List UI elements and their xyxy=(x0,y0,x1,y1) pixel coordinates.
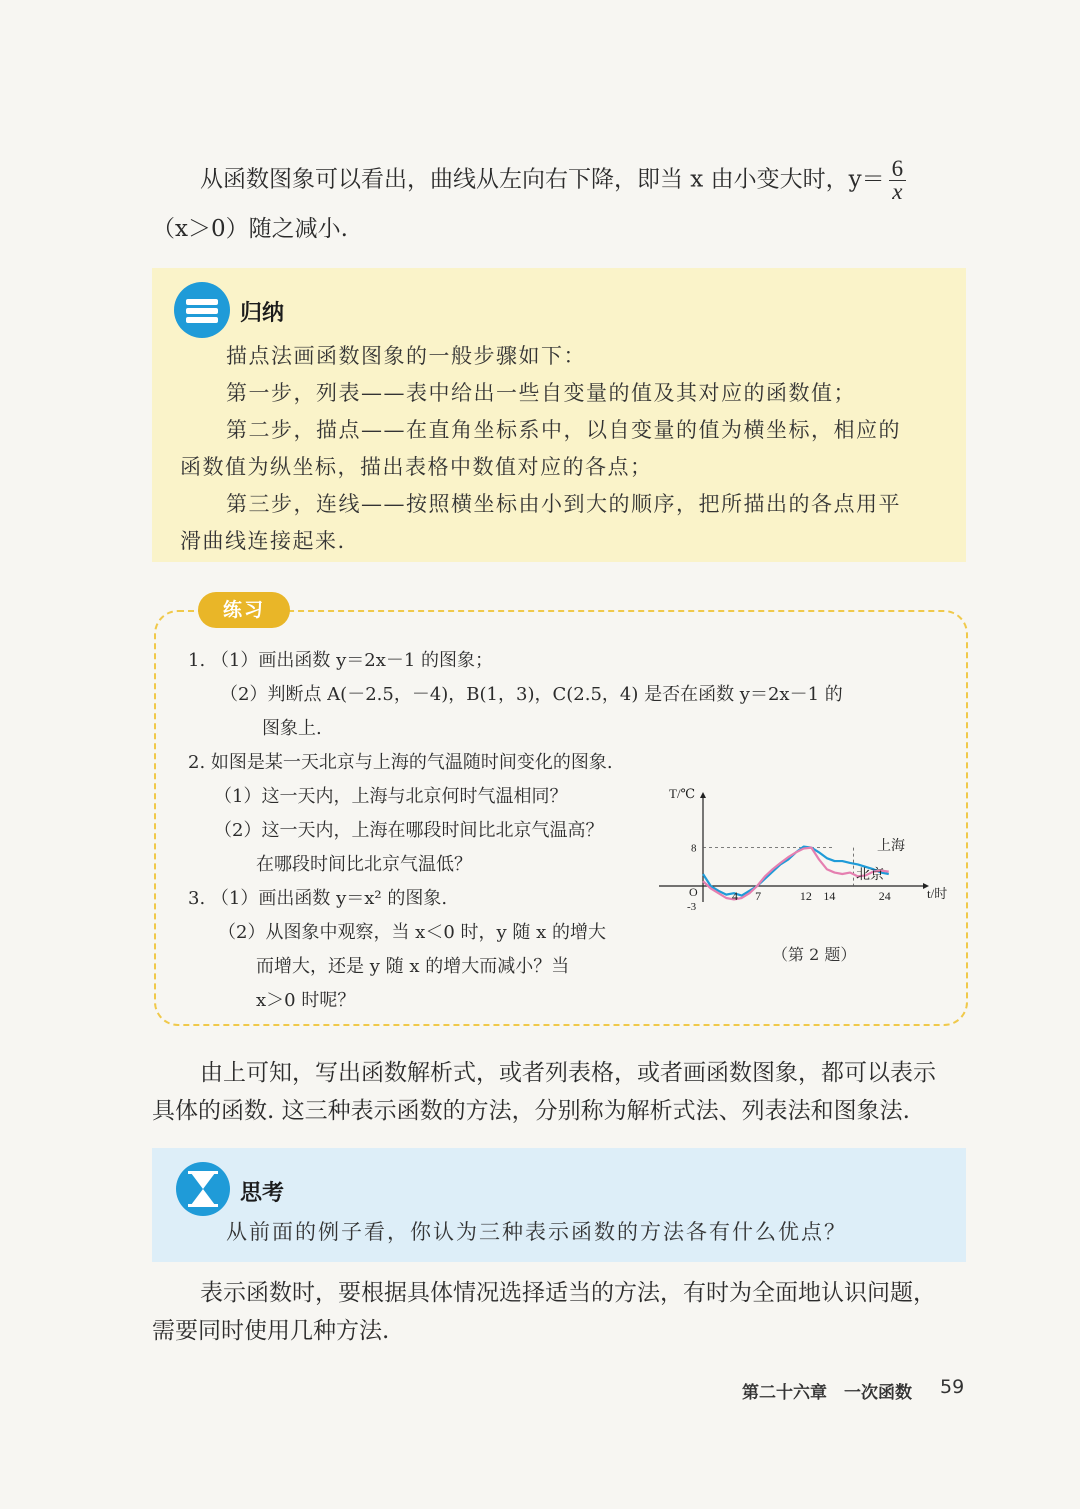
summary-box xyxy=(152,268,966,562)
x-axis-label: t/时 xyxy=(927,886,948,901)
x-tick-label: 14 xyxy=(823,889,836,903)
legend-label-beijing: 北京 xyxy=(856,868,884,883)
think-title: 思考 xyxy=(240,1181,285,1206)
para2-line-1: 由上可知，写出函数解析式，或者列表格，或者画函数图象，都可以表示 xyxy=(200,1060,936,1086)
fraction-denominator: x xyxy=(892,179,903,204)
exercise-item: 图象上. xyxy=(262,718,322,739)
y-axis-label: T/℃ xyxy=(669,786,696,801)
summary-line: 滑曲线连接起来. xyxy=(180,529,346,553)
exercise-item: 1. （1）画出函数 y＝2x－1 的图象； xyxy=(188,650,494,671)
exercise-item: （2）这一天内，上海在哪段时间比北京气温高？ xyxy=(214,820,604,841)
exercise-item: 在哪段时间比北京气温低？ xyxy=(256,854,472,875)
summary-line: 第三步，连线——按照横坐标由小到大的顺序，把所描出的各点用平 xyxy=(226,492,901,516)
summary-title: 归纳 xyxy=(240,301,285,326)
x-tick-label: 4 xyxy=(731,889,738,903)
intro-line-2: （x＞0）随之减小. xyxy=(152,216,348,242)
exercise-item: 而增大，还是 y 随 x 的增大而减小？当 xyxy=(256,956,570,977)
hourglass-icon xyxy=(176,1162,230,1216)
legend-label-shanghai: 上海 xyxy=(877,839,905,854)
exercise-item: （2）判断点 A(－2.5，－4)，B(1，3)，C(2.5，4) 是否在函数 y＝2x－1 的 xyxy=(220,684,843,705)
temperature-chart xyxy=(655,780,965,935)
think-question: 从前面的例子看，你认为三种表示函数的方法各有什么优点？ xyxy=(226,1220,847,1244)
y-tick-label: -3 xyxy=(687,901,697,913)
think-box xyxy=(152,1148,966,1262)
para3-line-2: 需要同时使用几种方法. xyxy=(152,1318,390,1344)
exercise-item: x＞0 时呢？ xyxy=(256,990,356,1011)
y-axis-arrow xyxy=(700,792,706,798)
summary-body xyxy=(180,338,950,560)
chart-caption: （第 2 题） xyxy=(772,945,857,964)
summary-line: 第二步，描点——在直角坐标系中，以自变量的值为横坐标，相应的 xyxy=(226,418,901,442)
para2-line-2: 具体的函数. 这三种表示函数的方法，分别称为解析式法、列表法和图象法. xyxy=(152,1098,910,1124)
book-stack-icon xyxy=(174,282,230,338)
exercise-item: 2. 如图是某一天北京与上海的气温随时间变化的图象. xyxy=(188,752,613,773)
fraction-numerator: 6 xyxy=(889,158,907,181)
summary-line: 描点法画函数图象的一般步骤如下： xyxy=(226,344,586,368)
summary-line: 第一步，列表——表中给出一些自变量的值及其对应的函数值； xyxy=(226,381,856,405)
page-number: 59 xyxy=(940,1376,965,1398)
para3-line-1: 表示函数时，要根据具体情况选择适当的方法，有时为全面地认识问题， xyxy=(200,1280,936,1306)
x-tick-label: 24 xyxy=(878,889,891,903)
fraction-6-over-x xyxy=(889,158,907,203)
intro-line-1 xyxy=(200,158,980,203)
chapter-title: 第二十六章 一次函数 xyxy=(742,1383,912,1403)
origin-label: O xyxy=(689,885,698,899)
exercise-item: 3. （1）画出函数 y＝x² 的图象. xyxy=(188,888,448,909)
x-tick-label: 7 xyxy=(755,889,762,903)
y-tick-label: 8 xyxy=(691,842,697,855)
intro-text: 从函数图象可以看出，曲线从左向右下降，即当 x 由小变大时，y＝ xyxy=(200,166,885,193)
exercise-item: （2）从图象中观察，当 x＜0 时，y 随 x 的增大 xyxy=(218,922,606,943)
hourglass-icon-shape xyxy=(176,1162,230,1216)
x-tick-label: 12 xyxy=(799,889,812,903)
summary-line: 函数值为纵坐标，描出表格中数值对应的各点； xyxy=(180,455,653,479)
exercise-item: （1）这一天内，上海与北京何时气温相同？ xyxy=(214,786,568,807)
exercise-tag: 练习 xyxy=(198,592,290,628)
